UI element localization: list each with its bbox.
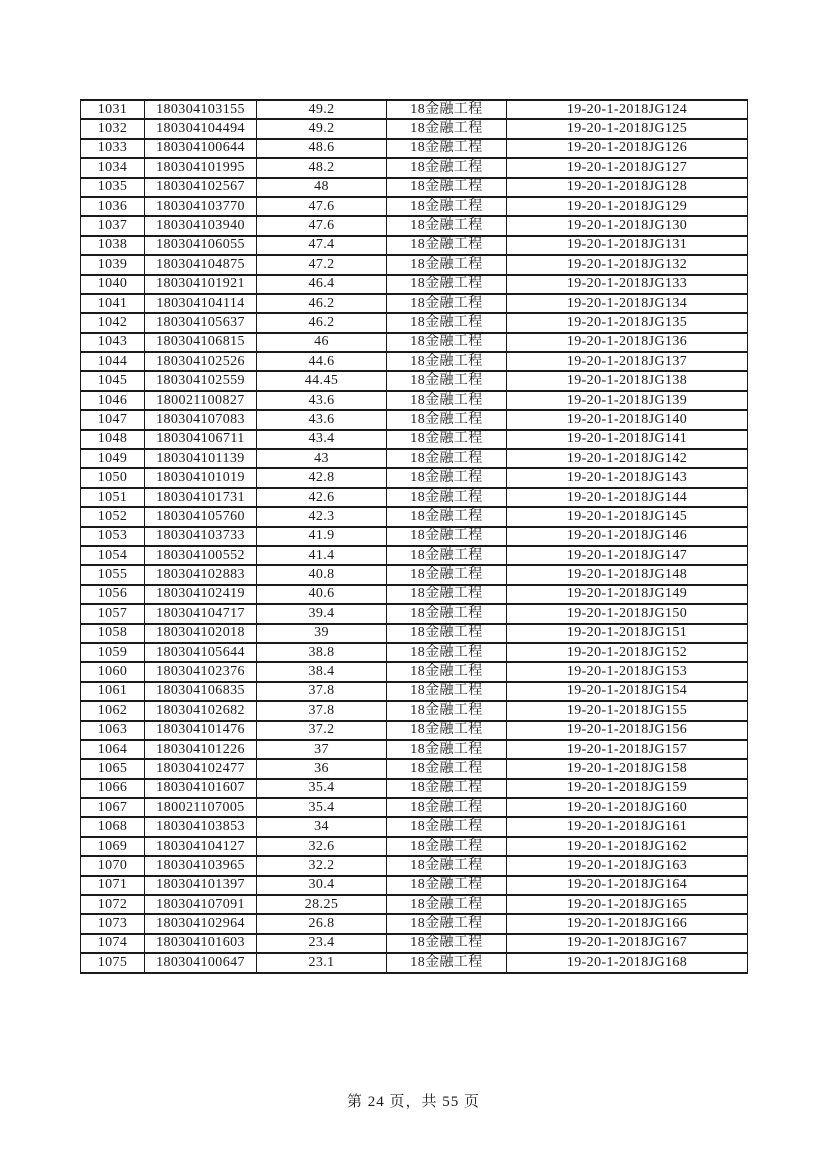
row-number-cell: 1060 [81, 662, 145, 681]
table-row [81, 371, 748, 390]
row-number-cell: 1031 [81, 100, 145, 119]
exam-code-cell: 19-20-1-2018JG147 [507, 546, 748, 565]
class-name-cell: 18金融工程 [387, 139, 507, 158]
class-name-cell: 18金融工程 [387, 507, 507, 526]
exam-code-cell: 19-20-1-2018JG164 [507, 876, 748, 895]
student-id-cell: 180304101607 [145, 779, 257, 798]
row-number-cell: 1068 [81, 817, 145, 836]
score-cell: 39 [257, 624, 387, 643]
exam-code-cell: 19-20-1-2018JG135 [507, 313, 748, 332]
score-cell: 46.2 [257, 294, 387, 313]
student-id-cell: 180304102376 [145, 662, 257, 681]
exam-code-cell: 19-20-1-2018JG132 [507, 255, 748, 274]
student-id-cell: 180304104127 [145, 837, 257, 856]
row-number-cell: 1039 [81, 255, 145, 274]
score-cell: 37.2 [257, 721, 387, 740]
class-name-cell: 18金融工程 [387, 779, 507, 798]
student-id-cell: 180304101603 [145, 934, 257, 953]
class-name-cell: 18金融工程 [387, 895, 507, 914]
table-row [81, 100, 748, 119]
class-name-cell: 18金融工程 [387, 275, 507, 294]
row-number-cell: 1037 [81, 216, 145, 235]
row-number-cell: 1047 [81, 410, 145, 429]
table-row [81, 333, 748, 352]
exam-code-cell: 19-20-1-2018JG130 [507, 216, 748, 235]
student-id-cell: 180304102526 [145, 352, 257, 371]
table-row [81, 721, 748, 740]
row-number-cell: 1075 [81, 953, 145, 972]
class-name-cell: 18金融工程 [387, 100, 507, 119]
student-id-cell: 180304101731 [145, 488, 257, 507]
row-number-cell: 1056 [81, 585, 145, 604]
score-cell: 41.9 [257, 527, 387, 546]
student-id-cell: 180304105644 [145, 643, 257, 662]
row-number-cell: 1048 [81, 430, 145, 449]
score-cell: 47.6 [257, 216, 387, 235]
student-id-cell: 180304106055 [145, 236, 257, 255]
class-name-cell: 18金融工程 [387, 721, 507, 740]
student-id-cell: 180304104114 [145, 294, 257, 313]
score-cell: 47.2 [257, 255, 387, 274]
student-id-cell: 180304101476 [145, 721, 257, 740]
row-number-cell: 1053 [81, 527, 145, 546]
table-row [81, 779, 748, 798]
exam-code-cell: 19-20-1-2018JG152 [507, 643, 748, 662]
table-row [81, 662, 748, 681]
exam-code-cell: 19-20-1-2018JG127 [507, 158, 748, 177]
student-id-cell: 180304104717 [145, 604, 257, 623]
score-cell: 46.2 [257, 313, 387, 332]
class-name-cell: 18金融工程 [387, 876, 507, 895]
table-row [81, 934, 748, 953]
score-cell: 42.8 [257, 468, 387, 487]
class-name-cell: 18金融工程 [387, 527, 507, 546]
student-id-cell: 180304101019 [145, 468, 257, 487]
student-id-cell: 180304100647 [145, 953, 257, 972]
row-number-cell: 1038 [81, 236, 145, 255]
student-id-cell: 180304101921 [145, 275, 257, 294]
table-row [81, 197, 748, 216]
score-cell: 43.4 [257, 430, 387, 449]
table-row [81, 585, 748, 604]
class-name-cell: 18金融工程 [387, 178, 507, 197]
score-cell: 34 [257, 817, 387, 836]
class-name-cell: 18金融工程 [387, 158, 507, 177]
exam-code-cell: 19-20-1-2018JG158 [507, 759, 748, 778]
table-row [81, 895, 748, 914]
exam-code-cell: 19-20-1-2018JG141 [507, 430, 748, 449]
score-cell: 38.4 [257, 662, 387, 681]
class-name-cell: 18金融工程 [387, 197, 507, 216]
score-cell: 46.4 [257, 275, 387, 294]
class-name-cell: 18金融工程 [387, 410, 507, 429]
exam-code-cell: 19-20-1-2018JG140 [507, 410, 748, 429]
student-id-cell: 180304102682 [145, 701, 257, 720]
class-name-cell: 18金融工程 [387, 914, 507, 933]
exam-code-cell: 19-20-1-2018JG128 [507, 178, 748, 197]
exam-code-cell: 19-20-1-2018JG154 [507, 682, 748, 701]
exam-code-cell: 19-20-1-2018JG155 [507, 701, 748, 720]
table-row [81, 565, 748, 584]
table-row [81, 740, 748, 759]
score-cell: 32.6 [257, 837, 387, 856]
exam-code-cell: 19-20-1-2018JG163 [507, 856, 748, 875]
table-row [81, 876, 748, 895]
class-name-cell: 18金融工程 [387, 759, 507, 778]
class-name-cell: 18金融工程 [387, 371, 507, 390]
grades-table-body [81, 100, 748, 973]
exam-code-cell: 19-20-1-2018JG149 [507, 585, 748, 604]
table-row [81, 604, 748, 623]
row-number-cell: 1043 [81, 333, 145, 352]
row-number-cell: 1033 [81, 139, 145, 158]
class-name-cell: 18金融工程 [387, 391, 507, 410]
row-number-cell: 1070 [81, 856, 145, 875]
score-cell: 40.8 [257, 565, 387, 584]
student-id-cell: 180304102964 [145, 914, 257, 933]
row-number-cell: 1042 [81, 313, 145, 332]
score-cell: 32.2 [257, 856, 387, 875]
table-row [81, 527, 748, 546]
score-cell: 23.1 [257, 953, 387, 972]
exam-code-cell: 19-20-1-2018JG124 [507, 100, 748, 119]
class-name-cell: 18金融工程 [387, 216, 507, 235]
table-row [81, 798, 748, 817]
student-id-cell: 180304102477 [145, 759, 257, 778]
score-cell: 28.25 [257, 895, 387, 914]
row-number-cell: 1072 [81, 895, 145, 914]
table-row [81, 275, 748, 294]
table-row [81, 817, 748, 836]
row-number-cell: 1061 [81, 682, 145, 701]
exam-code-cell: 19-20-1-2018JG159 [507, 779, 748, 798]
class-name-cell: 18金融工程 [387, 837, 507, 856]
student-id-cell: 180304103965 [145, 856, 257, 875]
table-row [81, 837, 748, 856]
exam-code-cell: 19-20-1-2018JG146 [507, 527, 748, 546]
row-number-cell: 1040 [81, 275, 145, 294]
score-cell: 43 [257, 449, 387, 468]
exam-code-cell: 19-20-1-2018JG125 [507, 119, 748, 138]
page-footer-indicator: 第 24 页，共 55 页 [346, 1094, 480, 1110]
table-row [81, 139, 748, 158]
student-id-cell: 180304103733 [145, 527, 257, 546]
class-name-cell: 18金融工程 [387, 546, 507, 565]
student-id-cell: 180304106835 [145, 682, 257, 701]
class-name-cell: 18金融工程 [387, 856, 507, 875]
student-id-cell: 180304106711 [145, 430, 257, 449]
score-cell: 26.8 [257, 914, 387, 933]
student-id-cell: 180304107091 [145, 895, 257, 914]
exam-code-cell: 19-20-1-2018JG139 [507, 391, 748, 410]
exam-code-cell: 19-20-1-2018JG156 [507, 721, 748, 740]
class-name-cell: 18金融工程 [387, 488, 507, 507]
class-name-cell: 18金融工程 [387, 740, 507, 759]
row-number-cell: 1066 [81, 779, 145, 798]
row-number-cell: 1063 [81, 721, 145, 740]
exam-code-cell: 19-20-1-2018JG129 [507, 197, 748, 216]
student-id-cell: 180304105760 [145, 507, 257, 526]
table-row [81, 701, 748, 720]
class-name-cell: 18金融工程 [387, 798, 507, 817]
table-row [81, 410, 748, 429]
table-row [81, 643, 748, 662]
row-number-cell: 1055 [81, 565, 145, 584]
table-row [81, 759, 748, 778]
exam-code-cell: 19-20-1-2018JG133 [507, 275, 748, 294]
exam-code-cell: 19-20-1-2018JG134 [507, 294, 748, 313]
exam-code-cell: 19-20-1-2018JG131 [507, 236, 748, 255]
row-number-cell: 1064 [81, 740, 145, 759]
score-cell: 36 [257, 759, 387, 778]
exam-code-cell: 19-20-1-2018JG160 [507, 798, 748, 817]
class-name-cell: 18金融工程 [387, 430, 507, 449]
exam-code-cell: 19-20-1-2018JG157 [507, 740, 748, 759]
table-row [81, 158, 748, 177]
row-number-cell: 1044 [81, 352, 145, 371]
row-number-cell: 1074 [81, 934, 145, 953]
table-row [81, 488, 748, 507]
class-name-cell: 18金融工程 [387, 565, 507, 584]
row-number-cell: 1035 [81, 178, 145, 197]
table-row [81, 468, 748, 487]
exam-code-cell: 19-20-1-2018JG136 [507, 333, 748, 352]
row-number-cell: 1036 [81, 197, 145, 216]
score-cell: 35.4 [257, 779, 387, 798]
score-cell: 42.6 [257, 488, 387, 507]
student-id-cell: 180304103155 [145, 100, 257, 119]
table-row [81, 682, 748, 701]
exam-code-cell: 19-20-1-2018JG153 [507, 662, 748, 681]
exam-code-cell: 19-20-1-2018JG142 [507, 449, 748, 468]
class-name-cell: 18金融工程 [387, 624, 507, 643]
row-number-cell: 1073 [81, 914, 145, 933]
score-cell: 23.4 [257, 934, 387, 953]
row-number-cell: 1050 [81, 468, 145, 487]
grades-table [80, 99, 748, 974]
score-cell: 42.3 [257, 507, 387, 526]
score-cell: 30.4 [257, 876, 387, 895]
score-cell: 48.6 [257, 139, 387, 158]
score-cell: 46 [257, 333, 387, 352]
score-cell: 43.6 [257, 391, 387, 410]
exam-code-cell: 19-20-1-2018JG148 [507, 565, 748, 584]
score-cell: 47.6 [257, 197, 387, 216]
class-name-cell: 18金融工程 [387, 352, 507, 371]
score-cell: 41.4 [257, 546, 387, 565]
student-id-cell: 180304101139 [145, 449, 257, 468]
score-cell: 40.6 [257, 585, 387, 604]
table-row [81, 507, 748, 526]
student-id-cell: 180304100644 [145, 139, 257, 158]
table-row [81, 449, 748, 468]
score-cell: 44.6 [257, 352, 387, 371]
student-id-cell: 180304101226 [145, 740, 257, 759]
student-id-cell: 180304107083 [145, 410, 257, 429]
row-number-cell: 1067 [81, 798, 145, 817]
table-row [81, 953, 748, 972]
table-row [81, 216, 748, 235]
exam-code-cell: 19-20-1-2018JG137 [507, 352, 748, 371]
class-name-cell: 18金融工程 [387, 953, 507, 972]
class-name-cell: 18金融工程 [387, 682, 507, 701]
row-number-cell: 1058 [81, 624, 145, 643]
row-number-cell: 1059 [81, 643, 145, 662]
student-id-cell: 180304102419 [145, 585, 257, 604]
table-row [81, 294, 748, 313]
exam-code-cell: 19-20-1-2018JG165 [507, 895, 748, 914]
exam-code-cell: 19-20-1-2018JG167 [507, 934, 748, 953]
class-name-cell: 18金融工程 [387, 934, 507, 953]
row-number-cell: 1049 [81, 449, 145, 468]
row-number-cell: 1057 [81, 604, 145, 623]
student-id-cell: 180304103853 [145, 817, 257, 836]
student-id-cell: 180021100827 [145, 391, 257, 410]
score-cell: 37.8 [257, 701, 387, 720]
row-number-cell: 1065 [81, 759, 145, 778]
exam-code-cell: 19-20-1-2018JG138 [507, 371, 748, 390]
score-cell: 39.4 [257, 604, 387, 623]
class-name-cell: 18金融工程 [387, 643, 507, 662]
class-name-cell: 18金融工程 [387, 255, 507, 274]
table-row [81, 236, 748, 255]
class-name-cell: 18金融工程 [387, 119, 507, 138]
student-id-cell: 180304102018 [145, 624, 257, 643]
score-cell: 47.4 [257, 236, 387, 255]
student-id-cell: 180304102567 [145, 178, 257, 197]
row-number-cell: 1032 [81, 119, 145, 138]
table-row [81, 624, 748, 643]
class-name-cell: 18金融工程 [387, 604, 507, 623]
class-name-cell: 18金融工程 [387, 294, 507, 313]
exam-code-cell: 19-20-1-2018JG168 [507, 953, 748, 972]
score-cell: 37 [257, 740, 387, 759]
table-row [81, 430, 748, 449]
row-number-cell: 1041 [81, 294, 145, 313]
class-name-cell: 18金融工程 [387, 585, 507, 604]
student-id-cell: 180304104494 [145, 119, 257, 138]
class-name-cell: 18金融工程 [387, 701, 507, 720]
class-name-cell: 18金融工程 [387, 662, 507, 681]
class-name-cell: 18金融工程 [387, 817, 507, 836]
score-cell: 49.2 [257, 100, 387, 119]
exam-code-cell: 19-20-1-2018JG145 [507, 507, 748, 526]
row-number-cell: 1051 [81, 488, 145, 507]
exam-code-cell: 19-20-1-2018JG144 [507, 488, 748, 507]
table-row [81, 178, 748, 197]
exam-code-cell: 19-20-1-2018JG166 [507, 914, 748, 933]
exam-code-cell: 19-20-1-2018JG126 [507, 139, 748, 158]
class-name-cell: 18金融工程 [387, 449, 507, 468]
table-row [81, 914, 748, 933]
table-row [81, 255, 748, 274]
exam-code-cell: 19-20-1-2018JG150 [507, 604, 748, 623]
student-id-cell: 180304103770 [145, 197, 257, 216]
row-number-cell: 1071 [81, 876, 145, 895]
table-row [81, 391, 748, 410]
class-name-cell: 18金融工程 [387, 468, 507, 487]
score-cell: 49.2 [257, 119, 387, 138]
student-id-cell: 180304102883 [145, 565, 257, 584]
row-number-cell: 1054 [81, 546, 145, 565]
exam-code-cell: 19-20-1-2018JG143 [507, 468, 748, 487]
row-number-cell: 1034 [81, 158, 145, 177]
exam-code-cell: 19-20-1-2018JG151 [507, 624, 748, 643]
student-id-cell: 180304106815 [145, 333, 257, 352]
table-row [81, 856, 748, 875]
exam-code-cell: 19-20-1-2018JG162 [507, 837, 748, 856]
student-id-cell: 180304104875 [145, 255, 257, 274]
class-name-cell: 18金融工程 [387, 236, 507, 255]
table-row [81, 546, 748, 565]
score-cell: 48 [257, 178, 387, 197]
table-row [81, 352, 748, 371]
student-id-cell: 180021107005 [145, 798, 257, 817]
row-number-cell: 1045 [81, 371, 145, 390]
score-cell: 44.45 [257, 371, 387, 390]
student-id-cell: 180304103940 [145, 216, 257, 235]
exam-code-cell: 19-20-1-2018JG161 [507, 817, 748, 836]
score-cell: 38.8 [257, 643, 387, 662]
student-id-cell: 180304101397 [145, 876, 257, 895]
score-cell: 48.2 [257, 158, 387, 177]
row-number-cell: 1069 [81, 837, 145, 856]
score-cell: 35.4 [257, 798, 387, 817]
student-id-cell: 180304100552 [145, 546, 257, 565]
score-cell: 37.8 [257, 682, 387, 701]
table-row [81, 313, 748, 332]
row-number-cell: 1062 [81, 701, 145, 720]
row-number-cell: 1046 [81, 391, 145, 410]
class-name-cell: 18金融工程 [387, 333, 507, 352]
row-number-cell: 1052 [81, 507, 145, 526]
class-name-cell: 18金融工程 [387, 313, 507, 332]
student-id-cell: 180304105637 [145, 313, 257, 332]
table-row [81, 119, 748, 138]
student-id-cell: 180304101995 [145, 158, 257, 177]
score-cell: 43.6 [257, 410, 387, 429]
student-id-cell: 180304102559 [145, 371, 257, 390]
